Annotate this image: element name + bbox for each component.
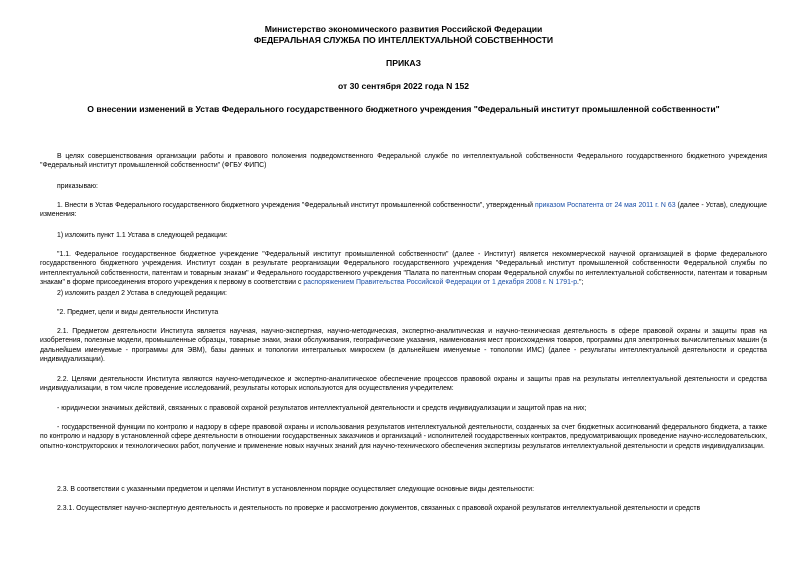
clause-2-3: 2.3. В соответствии с указанными предметом и целями Институт в установленном порядке осуществляет следующие основные виды деятельности: [57,486,535,493]
ministry-name: Министерство экономического развития Российской Федерации [264,24,543,34]
clause-2-2: 2.2. Целями деятельности Института являются научно-методическое и экспертно-аналитическое обеспечение процессов правовой охраны и защиты прав на результаты интеллектуальной деятельности и средства индивидуализации, в том числе проведение исследований, результаты которых используются для осуществления учредителем: [40,376,767,393]
bullet-item-2: - государственной функции по контролю и надзору в сфере правовой охраны и использования результатов интеллектуальной деятельности, созданных за счет бюджетных ассигнований федерального бюджета, а также по контролю и надзору в установленной сфере деятельности в отношении государственных заказчиков и организаций - исполнителей государственных контрактов, предусматривающих проведение научно-исследовательских, опытно-конструкторских и технологических работ, получение и применение новых научных знаний для научно-технического обеспечения экспертизы результатов интеллектуальной деятельности и средств индивидуализации. [40,424,767,450]
clause-2-3-1: 2.3.1. Осуществляет научно-экспертную деятельность и деятельность по проверке и рассмотрению документов, связанных с правовой охраной результатов интеллектуальной деятельности и средств [57,505,701,512]
document-title: О внесении изменений в Устав Федерального государственного бюджетного учреждения "Федеральный институт промышленной собственности" [87,104,720,114]
clause-1-1-text-start: "1.1. Федеральное государственное бюджетное учреждение "Федеральный институт промышленной собственности" (далее - Институт) является некоммерческой научной организацией в форме федерального государственного бюджетного учреждения. Институт создан в результате реорганизации Федерального государственного учреждения "Федеральный институт промышленной собственности Федеральной службы по интеллектуальной собственности, патентам и товарным знакам" и Федерального государственного учреждения "Палата по патентным спорам Федеральной службы по интеллектуальной собственности, патентам и товарным знакам" в форме присоединения второго учреждения к первому в соответствии с [40,251,767,287]
item-1-paragraph [40,201,767,220]
intro-paragraph: В целях совершенствования организации работы и правового положения подведомственного Федеральной службе по интеллектуальной собственности Федерального государственного бюджетного учреждения "Федеральный институт промышленной собственности" (ФГБУ ФИПС) [40,153,767,170]
order-word: приказываю: [57,183,98,190]
order-link[interactable]: приказом Роспатента от 24 мая 2011 г. N 63 [534,202,676,209]
sub-item-2: 2) изложить раздел 2 Устава в следующей редакции: [57,290,227,297]
service-name: ФЕДЕРАЛЬНАЯ СЛУЖБА ПО ИНТЕЛЛЕКТУАЛЬНОЙ СОБСТВЕННОСТИ [253,35,554,45]
clause-1-1-text-end: ."; [577,279,584,287]
item-1-text-start: 1. Внести в Устав Федерального государственного бюджетного учреждения "Федеральный институт промышленной собственности", утвержденный [57,202,535,209]
document-type: ПРИКАЗ [386,58,421,68]
bullet-item-1: - юридически значимых действий, связанных с правовой охраной результатов интеллектуальной деятельности и средств индивидуализации и защитой прав на них; [57,405,587,412]
item-1-text-end: (далее - Устав), следующие изменения: [40,202,767,219]
government-decree-link[interactable]: распоряжением Правительства Российской Федерации от 1 декабря 2008 г. N 1791-р [303,279,578,287]
document-date-number: от 30 сентября 2022 года N 152 [337,81,470,91]
sub-item-1: 1) изложить пункт 1.1 Устава в следующей редакции: [57,232,228,239]
clause-2-1: 2.1. Предметом деятельности Института является научная, научно-экспертная, научно-методическая, экспертно-аналитическая и научно-техническая деятельность в сфере правовой охраны и защиты прав на изобретения, полезные модели, промышленные образцы, товарные знаки, знаки обслуживания, географические указания, наименования мест происхождения товаров, программы для электронных вычислительных машин (в дальнейшем именуемые - программы для ЭВМ), базы данных и топологии интегральных микросхем (в дальнейшем именуемые - топологии ИМС) (далее - результаты интеллектуальной деятельности и средства индивидуализации). [40,328,767,364]
clause-1-1-paragraph [40,250,767,288]
section-2-heading: "2. Предмет, цели и виды деятельности Института [57,309,219,316]
